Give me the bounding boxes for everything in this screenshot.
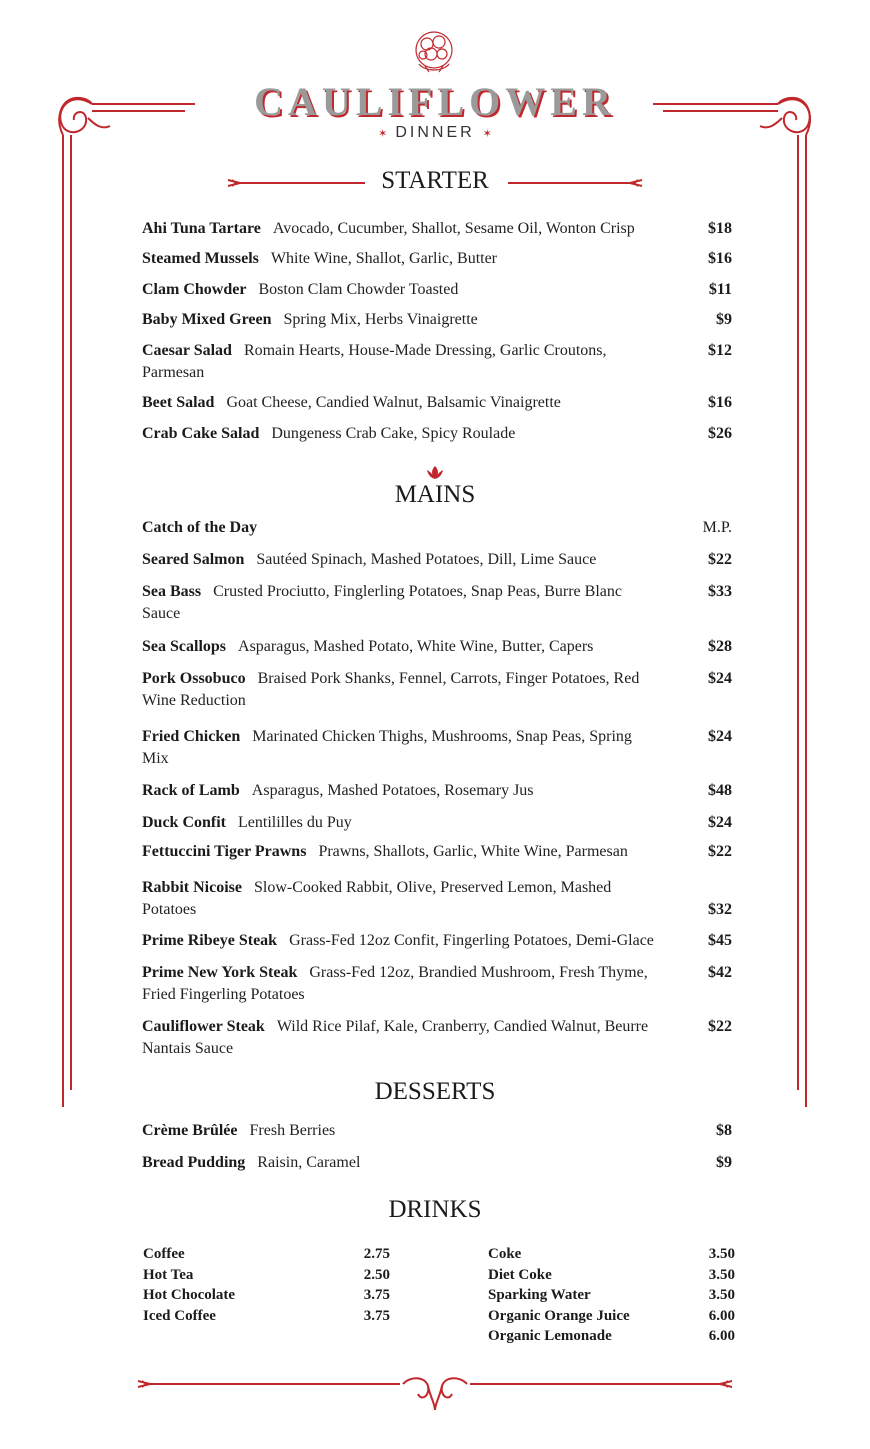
menu-item <box>142 962 732 1006</box>
menu-item-name: Crab Cake Salad <box>142 425 260 442</box>
lotus-ornament-icon <box>427 466 443 479</box>
drink-price: 6.00 <box>708 1328 735 1344</box>
menu-item-description: Braised Pork Shanks, Fennel, Carrots, Finger Potatoes, Red Wine Reduction <box>142 670 640 709</box>
drink-name: Hot Chocolate <box>143 1287 236 1303</box>
star-icon: ✶ <box>482 128 492 140</box>
menu-item-price: $22 <box>708 843 732 860</box>
star-icon: ✶ <box>378 128 388 140</box>
menu-item <box>142 218 732 240</box>
menu-item-name: Fried Chicken <box>142 728 241 745</box>
menu-item-name: Pork Ossobuco <box>142 670 246 687</box>
menu-item-price: $28 <box>708 638 732 655</box>
menu-item-name: Baby Mixed Green <box>142 311 272 328</box>
menu-item <box>142 309 732 331</box>
restaurant-title: CAULIFLOWER <box>254 79 616 124</box>
menu-item <box>142 248 732 270</box>
menu-item <box>142 340 732 384</box>
menu-item-price: $24 <box>708 728 732 745</box>
drink-name: Organic Lemonade <box>488 1328 612 1344</box>
menu-item-description: Avocado, Cucumber, Shallot, Sesame Oil, Wonton Crisp <box>272 220 635 237</box>
menu-item-name: Seared Salmon <box>142 551 245 568</box>
menu-item <box>142 668 732 712</box>
menu-item-name: Rack of Lamb <box>142 782 240 799</box>
menu-item-price: $11 <box>708 281 732 298</box>
menu-item-name: Caesar Salad <box>142 342 232 359</box>
menu-item-description: Asparagus, Mashed Potatoes, Rosemary Jus <box>251 782 534 799</box>
menu-item-name: Duck Confit <box>142 814 227 831</box>
drink-price: 3.75 <box>363 1307 390 1324</box>
menu-item-price: $45 <box>708 932 732 949</box>
menu-item-name: Clam Chowder <box>142 281 247 298</box>
menu-item-price: $8 <box>716 1122 732 1139</box>
menu-item-description: Raisin, Caramel <box>257 1154 361 1171</box>
menu-item <box>142 581 732 625</box>
drink-price: 6.00 <box>708 1307 735 1324</box>
menu-item-description: Boston Clam Chowder Toasted <box>258 281 459 298</box>
menu-item-description: Goat Cheese, Candied Walnut, Balsamic Vinaigrette <box>226 394 561 411</box>
drink-price: 3.75 <box>363 1287 390 1303</box>
section-title-drinks: DRINKS <box>388 1196 482 1223</box>
menu-item-name: Sea Bass <box>142 583 202 600</box>
menu-item <box>142 517 732 539</box>
menu-item <box>142 841 732 863</box>
drink-price: 2.75 <box>363 1246 390 1262</box>
section-title-mains: MAINS <box>394 481 476 508</box>
menu-item-price: $9 <box>716 1154 732 1171</box>
drink-name: Coffee <box>143 1246 185 1262</box>
menu-item-description: Spring Mix, Herbs Vinaigrette <box>283 311 478 328</box>
menu-item-name: Steamed Mussels <box>142 250 259 267</box>
menu-item <box>142 930 732 952</box>
drink-price: 3.50 <box>708 1246 735 1262</box>
menu-item-name: Fettuccini Tiger Prawns <box>142 843 307 860</box>
menu-item <box>142 392 732 414</box>
drink-price: 2.50 <box>363 1266 390 1283</box>
menu-item-price: $12 <box>708 342 732 359</box>
menu-item-description: Asparagus, Mashed Potato, White Wine, Butter, Capers <box>238 638 594 655</box>
drink-name: Hot Tea <box>143 1266 194 1283</box>
menu-item-price: M.P. <box>702 519 732 536</box>
drink-price: 3.50 <box>708 1287 735 1303</box>
menu-item-name: Rabbit Nicoise <box>142 879 242 896</box>
cauliflower-icon <box>405 28 463 76</box>
menu-item <box>142 726 732 770</box>
menu-item-price: $24 <box>708 670 732 687</box>
menu-item <box>142 877 732 921</box>
menu-item-description: Dungeness Crab Cake, Spicy Roulade <box>271 425 516 442</box>
menu-item <box>142 1120 732 1142</box>
menu-item-price: $32 <box>708 901 732 918</box>
menu-item-price: $18 <box>708 220 732 237</box>
menu-item <box>142 1152 732 1174</box>
drink-name: Coke <box>488 1246 522 1262</box>
menu-item-description: Marinated Chicken Thighs, Mushrooms, Snap Peas, Spring Mix <box>142 728 632 767</box>
menu-item-price: $42 <box>708 964 732 981</box>
section-title-desserts: DESSERTS <box>374 1078 496 1105</box>
drink-name: Diet Coke <box>488 1266 552 1283</box>
menu-item-price: $48 <box>708 782 732 799</box>
menu-item-description: Lentililles du Puy <box>238 814 352 831</box>
menu-item-price: $24 <box>708 814 732 831</box>
menu-item <box>142 1016 732 1060</box>
menu-item-name: Catch of the Day <box>142 519 258 536</box>
menu-subtitle: ✶ DINNER ✶ <box>378 124 492 141</box>
menu-item-price: $16 <box>708 394 732 411</box>
menu-item-description: Romain Hearts, House-Made Dressing, Garlic Croutons, Parmesan <box>142 342 607 381</box>
menu-item-price: $22 <box>708 1018 732 1035</box>
menu-item-name: Cauliflower Steak <box>142 1018 265 1035</box>
menu-item-name: Prime Ribeye Steak <box>142 932 278 949</box>
cauliflower-logo <box>405 28 463 76</box>
menu-item <box>142 423 732 445</box>
menu-item-description: White Wine, Shallot, Garlic, Butter <box>270 250 498 267</box>
menu-item-name: Ahi Tuna Tartare <box>142 220 261 237</box>
menu-item <box>142 279 732 301</box>
menu-item <box>142 636 732 658</box>
menu-item-price: $22 <box>708 551 732 568</box>
menu-item-name: Bread Pudding <box>142 1154 246 1171</box>
menu-item-price: $33 <box>708 583 732 600</box>
menu-item-name: Crème Brûlée <box>142 1122 238 1139</box>
menu-item-description: Wild Rice Pilaf, Kale, Cranberry, Candied Walnut, Beurre Nantais Sauce <box>142 1018 649 1057</box>
menu-item-description: Fresh Berries <box>249 1122 336 1139</box>
menu-item-description: Grass-Fed 12oz, Brandied Mushroom, Fresh Thyme, Fried Fingerling Potatoes <box>142 964 648 1003</box>
section-title-starter: STARTER <box>381 167 489 194</box>
drink-name: Organic Orange Juice <box>488 1307 630 1324</box>
menu-item-description: Grass-Fed 12oz Confit, Fingerling Potatoes, Demi-Glace <box>289 932 654 949</box>
drink-price: 3.50 <box>708 1266 735 1283</box>
menu-item-price: $16 <box>708 250 732 267</box>
menu-item-price: $9 <box>716 311 732 328</box>
menu-item-name: Sea Scallops <box>142 638 227 655</box>
menu-item <box>142 812 732 834</box>
drink-name: Iced Coffee <box>143 1307 216 1324</box>
menu-item-description: Crusted Prociutto, Finglerling Potatoes, Snap Peas, Burre Blanc Sauce <box>142 583 622 622</box>
menu-item-name: Prime New York Steak <box>142 964 298 981</box>
menu-item-name: Beet Salad <box>142 394 215 411</box>
menu-item-description: Slow-Cooked Rabbit, Olive, Preserved Lemon, Mashed Potatoes <box>142 879 612 918</box>
menu-item-price: $26 <box>708 425 732 442</box>
menu-item <box>142 780 732 802</box>
menu-item-description: Prawns, Shallots, Garlic, White Wine, Parmesan <box>318 843 628 860</box>
menu-item <box>142 549 732 571</box>
menu-item-description: Sautéed Spinach, Mashed Potatoes, Dill, Lime Sauce <box>256 551 597 568</box>
drink-name: Sparking Water <box>488 1287 591 1303</box>
